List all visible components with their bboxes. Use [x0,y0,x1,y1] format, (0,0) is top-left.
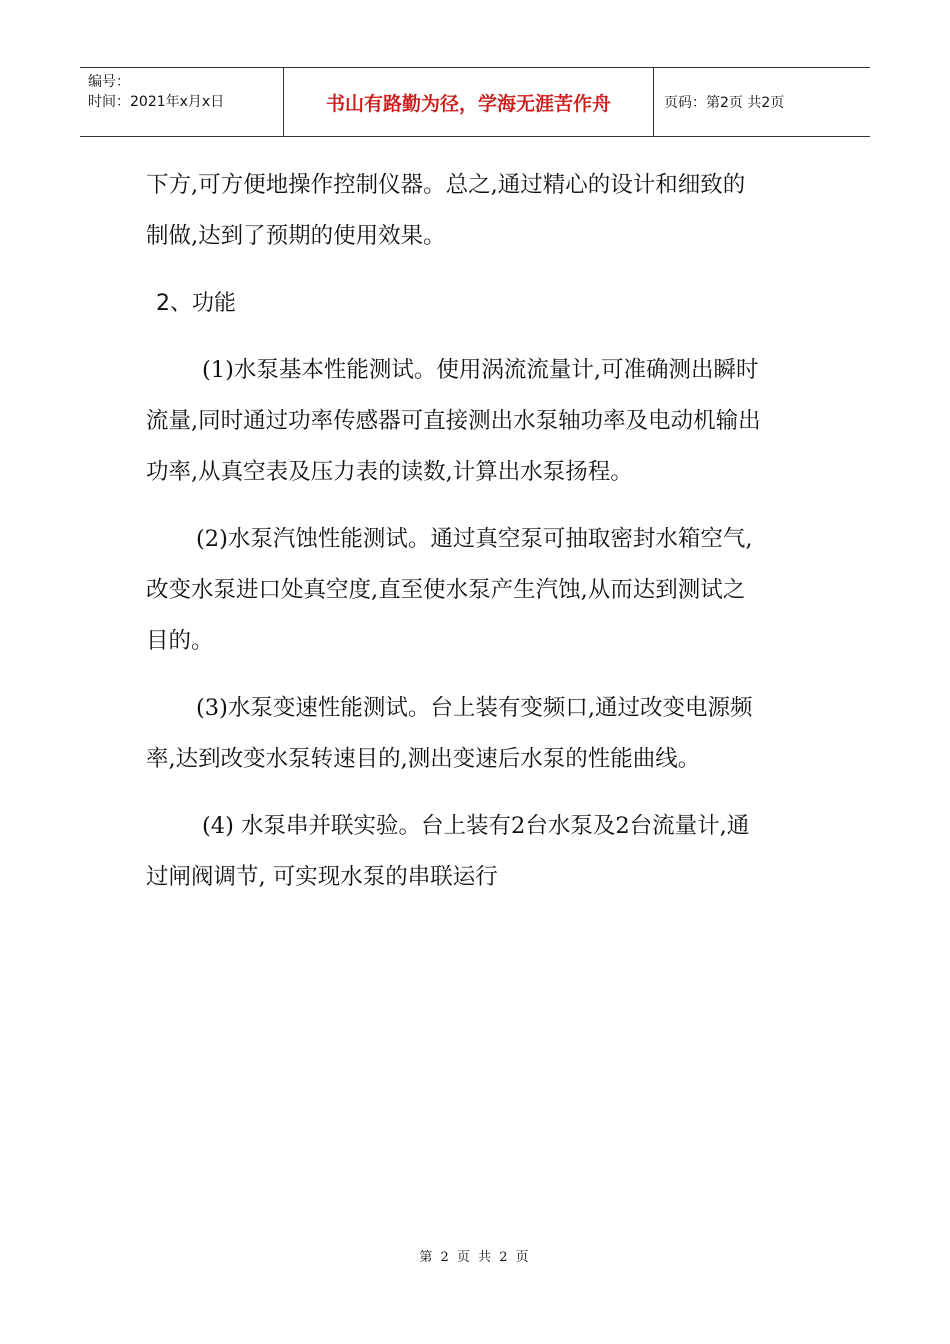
list-item-4-line: (4) 水泵串并联实验。台上装有2台水泵及2台流量计,通 [202,813,750,839]
list-item-3-line: (3)水泵变速性能测试。台上装有变频口,通过改变电源频 [196,695,753,721]
paragraph-line: 下方,可方便地操作控制仪器。总之,通过精心的设计和细致的 [146,172,746,198]
document-body [146,160,806,903]
list-item-3-line: 率,达到改变水泵转速目的,测出变速后水泵的性能曲线。 [146,746,701,772]
list-item-4-line: 过闸阀调节, 可实现水泵的串联运行 [146,864,498,890]
page-footer: 第 2 页 共 2 页 [419,1250,531,1265]
number-label: 编号： [88,74,130,90]
page-header [80,67,870,137]
list-item-2-line: 目的。 [146,628,214,654]
list-item-1-line: (1)水泵基本性能测试。使用涡流流量计,可准确测出瞬时 [202,357,759,383]
header-meta [80,68,284,136]
list-item-2-line: 改变水泵进口处真空度,直至使水泵产生汽蚀,从而达到测试之 [146,577,746,603]
header-motto: 书山有路勤为径，学海无涯苦作舟 [284,68,654,136]
list-item-1-line: 流量,同时通过功率传感器可直接测出水泵轴功率及电动机输出 [146,408,761,434]
paragraph-line: 制做,达到了预期的使用效果。 [146,223,446,249]
list-item-1-line: 功率,从真空表及压力表的读数,计算出水泵扬程。 [146,459,633,485]
header-page-info: 页码：第2页 共2页 [664,95,785,111]
list-item-2-line: (2)水泵汽蚀性能测试。通过真空泵可抽取密封水箱空气, [196,526,753,552]
time-label: 时间：2021年x月x日 [88,94,225,110]
section-heading: 2、功能 [156,291,236,316]
